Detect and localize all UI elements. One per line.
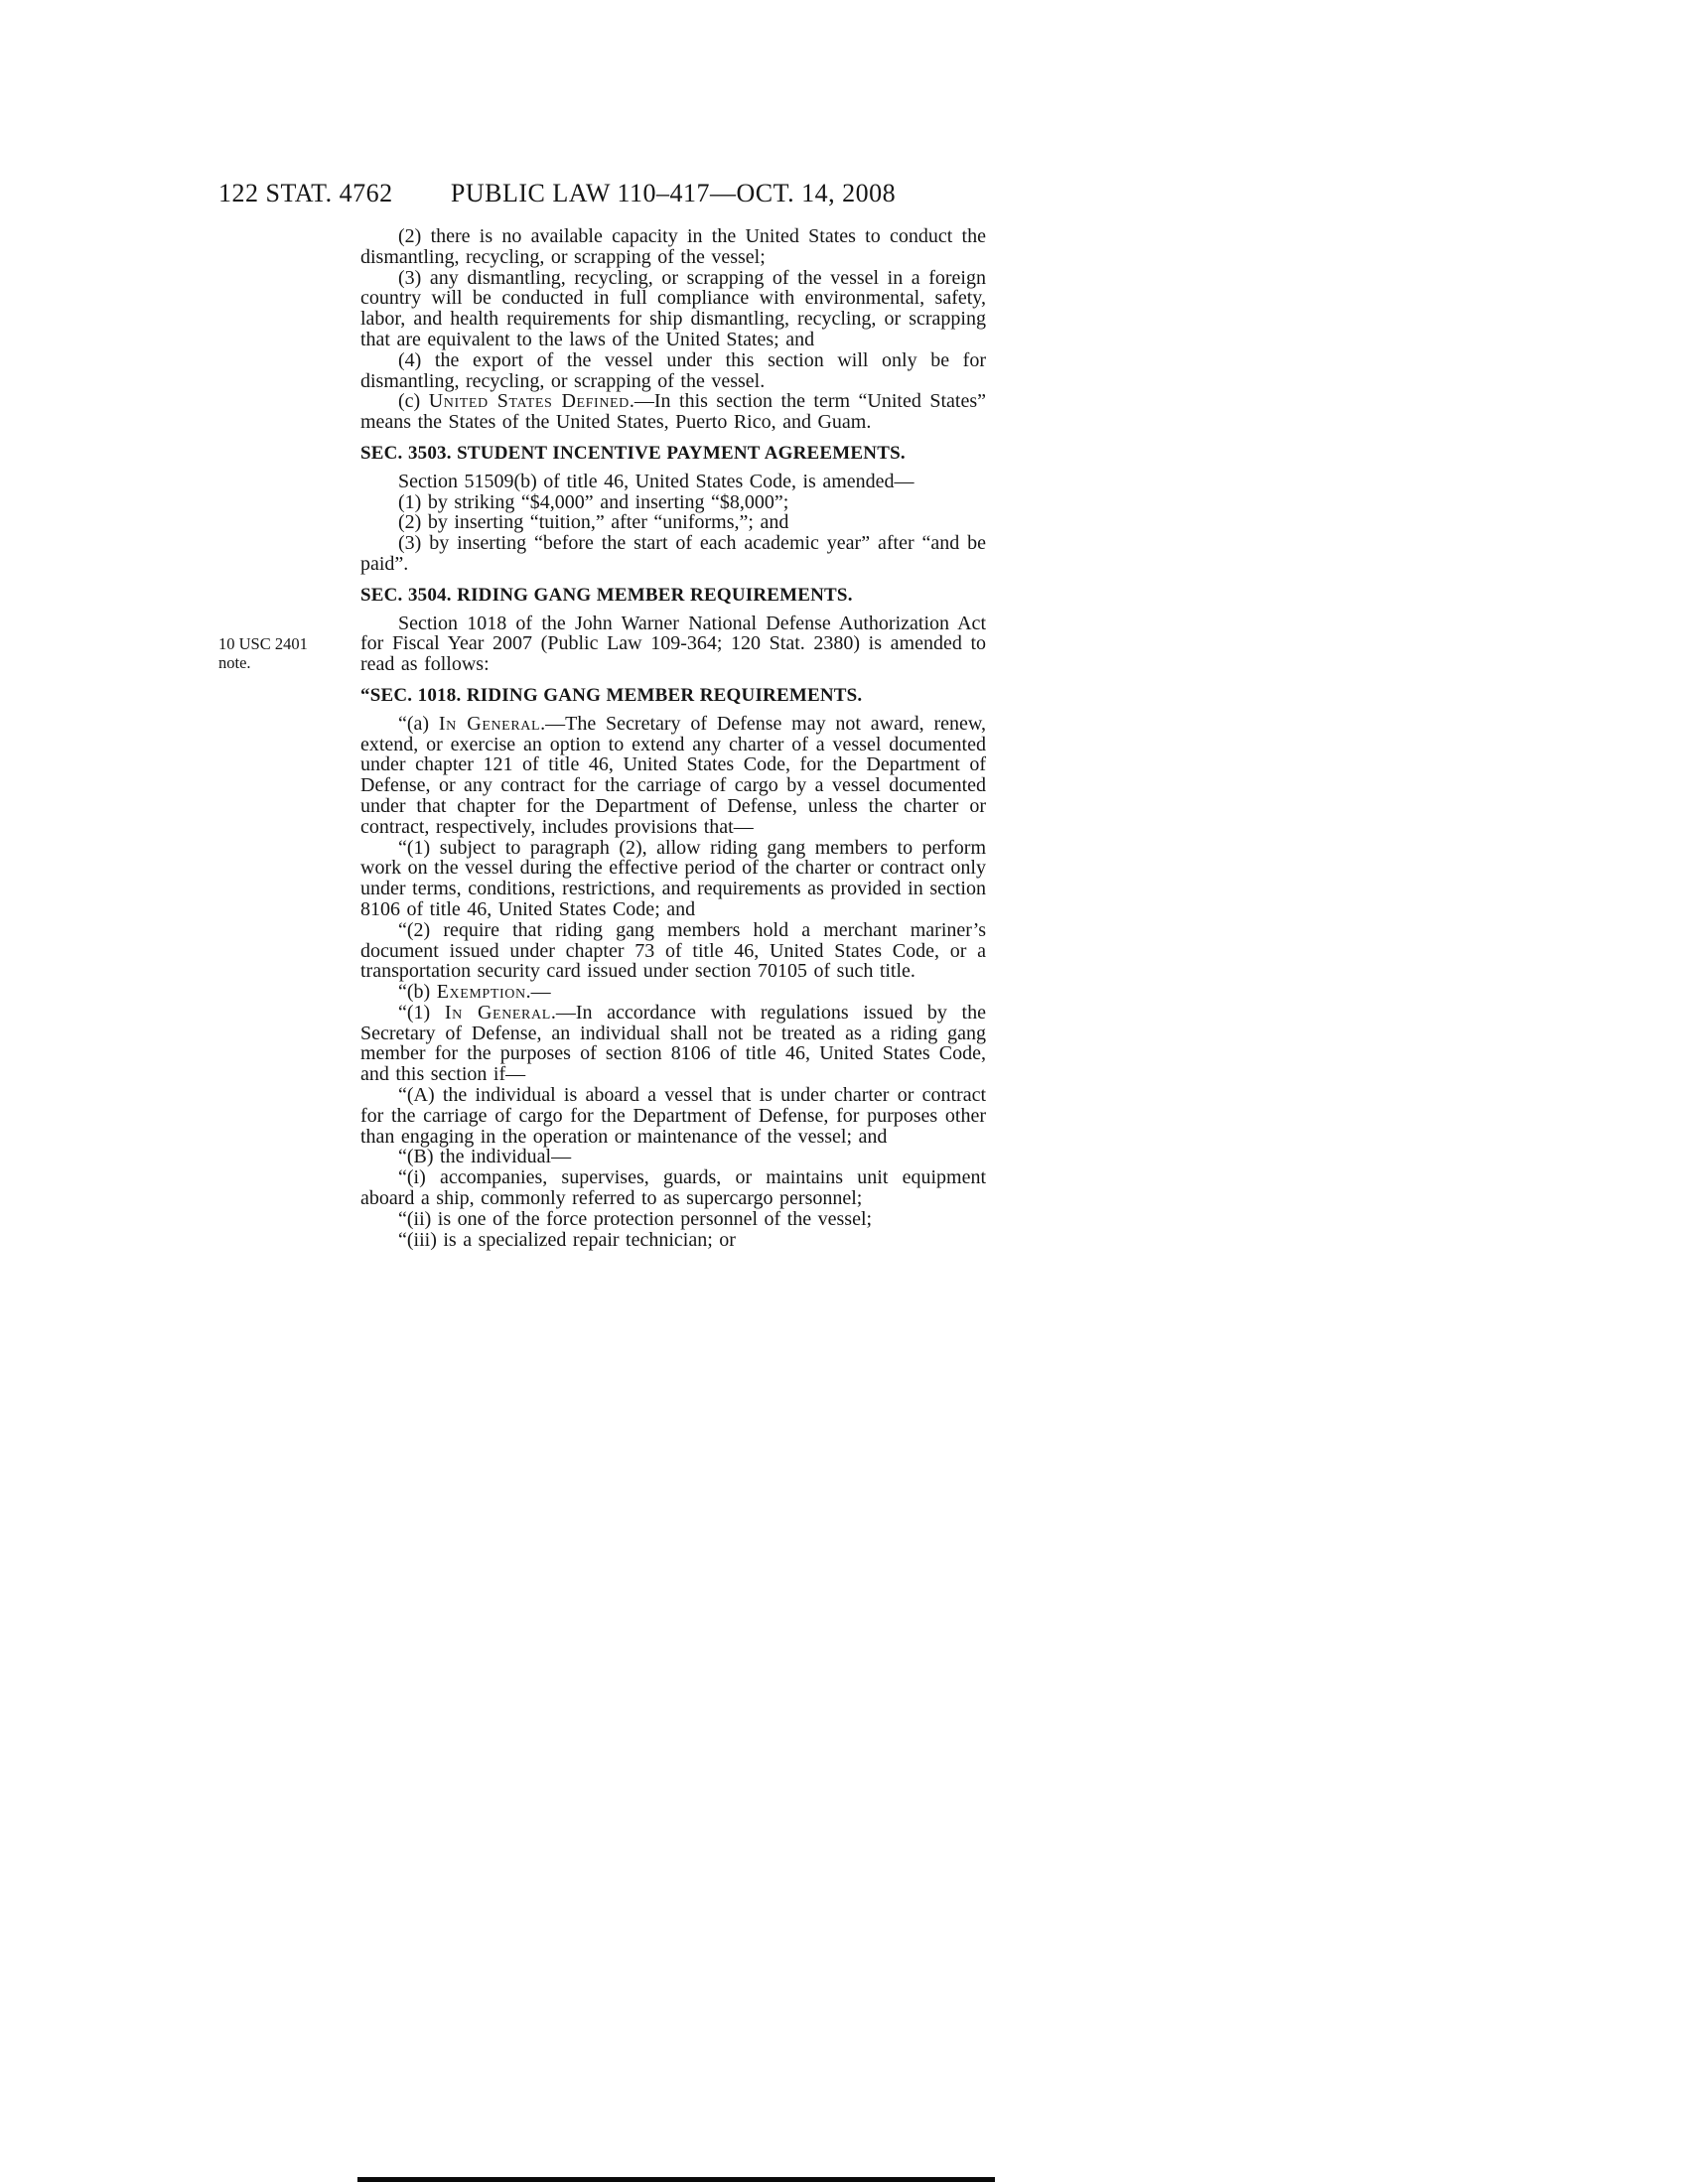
para-post: .—The Secretary of Defense may not award, renew, extend, or exercise an option to extend any charter of a vessel documented under chapter 121 of title 46, United States Code, for the Department of Defense, or any contract for the carriage of cargo by a vessel documented under that chapter for the Department of Defense, unless the charter or contract, respectively, includes provisions that— <box>360 712 987 838</box>
heading-sec-3503: SEC. 3503. STUDENT INCENTIVE PAYMENT AGREEMENTS. <box>360 442 906 464</box>
para-text: Section 1018 of the John Warner National Defense Authorization Act for Fiscal Year 2007 (Public Law 109-364; 120 Stat. 2380) is amended to read as follows: <box>360 612 986 676</box>
item-iii-repair-technician: “(iii) is a specialized repair technician; or <box>398 1228 736 1251</box>
qheading-sec-1018: “SEC. 1018. RIDING GANG MEMBER REQUIREMENTS. <box>360 684 863 706</box>
clause-A-aboard-vessel: “(A) the individual is aboard a vessel that is under charter or contract for the carriage of cargo for the Department of Defense, for purposes other than engaging in the operation or maintenance of the vessel; and <box>360 1084 986 1148</box>
subsection-c-us-defined <box>360 391 986 433</box>
para-post: .— <box>525 981 551 1004</box>
para-post: .—In this section the term “United States” means the States of the United States, Puerto Rico, and Guam. <box>360 390 986 434</box>
clause-2-capacity: (2) there is no available capacity in the United States to conduct the dismantling, recycling, or scrapping of the vessel; <box>360 225 986 268</box>
para-b1-in-general <box>360 1003 986 1085</box>
para-post: .—In accordance with regulations issued by the Secretary of Defense, an individual shall not be treated as a riding gang member for the purposes of section 8106 of title 46, United States Code, and this section if— <box>360 1001 986 1086</box>
clause-1-striking: (1) by striking “$4,000” and inserting “$8,000”; <box>398 490 789 513</box>
amend-intro-1018 <box>218 612 986 676</box>
clause-4-export: (4) the export of the vessel under this section will only be for dismantling, recycling, or scrapping of the vessel. <box>360 348 986 392</box>
clause-2-inserting-tuition: (2) by inserting “tuition,” after “uniforms,”; and <box>398 511 789 534</box>
page-law-header: PUBLIC LAW 110–417—OCT. 14, 2008 <box>450 179 897 207</box>
small-caps-term: In General <box>438 712 541 735</box>
subsection-b-exemption <box>360 982 986 1003</box>
heading-sec-3504: SEC. 3504. RIDING GANG MEMBER REQUIREMENTS. <box>360 584 853 606</box>
amend-intro-51509: Section 51509(b) of title 46, United States Code, is amended— <box>398 470 914 492</box>
small-caps-term: Exemption <box>436 981 526 1004</box>
small-caps-term: United States Defined <box>428 390 630 413</box>
para-pre: “(a) <box>398 712 439 735</box>
para-a2-merchant-mariner: “(2) require that riding gang members hold a merchant mariner’s document issued under chapter 73 of title 46, United States Code, or a transportation security card issued under section 70105 of such title. <box>360 918 986 983</box>
clause-3-inserting-before: (3) by inserting “before the start of each academic year” after “and be paid”. <box>360 532 986 575</box>
margin-note-line-2: note. <box>218 652 251 672</box>
page-stat-number: 122 STAT. 4762 <box>218 179 393 207</box>
subsection-a-in-general <box>360 714 986 838</box>
para-pre: “(b) <box>398 981 437 1004</box>
uscode-margin-note <box>218 634 350 672</box>
statute-body <box>218 225 987 1251</box>
item-i-supercargo: “(i) accompanies, supervises, guards, or maintains unit equipment aboard a ship, commonly referred to as supercargo personnel; <box>360 1166 986 1210</box>
scan-edge-artifact <box>357 2177 995 2182</box>
para-a1-riding-gang: “(1) subject to paragraph (2), allow riding gang members to perform work on the vessel during the effective period of the charter or contract only under terms, conditions, restrictions, and requirements as provided in section 8106 of title 46, United States Code; and <box>360 836 986 920</box>
margin-note-line-1: 10 USC 2401 <box>218 633 308 653</box>
para-pre: (c) <box>398 390 429 413</box>
para-pre: “(1) <box>398 1001 445 1024</box>
item-ii-force-protection: “(ii) is one of the force protection personnel of the vessel; <box>398 1207 873 1230</box>
small-caps-term: In General <box>444 1001 551 1024</box>
clause-B-individual: “(B) the individual— <box>398 1146 572 1168</box>
clause-3-foreign-country: (3) any dismantling, recycling, or scrapping of the vessel in a foreign country will be conducted in full compliance with environmental, safety, labor, and health requirements for ship dismantling, recycling, or scrapping that are equivalent to the laws of the United States; and <box>360 266 986 350</box>
